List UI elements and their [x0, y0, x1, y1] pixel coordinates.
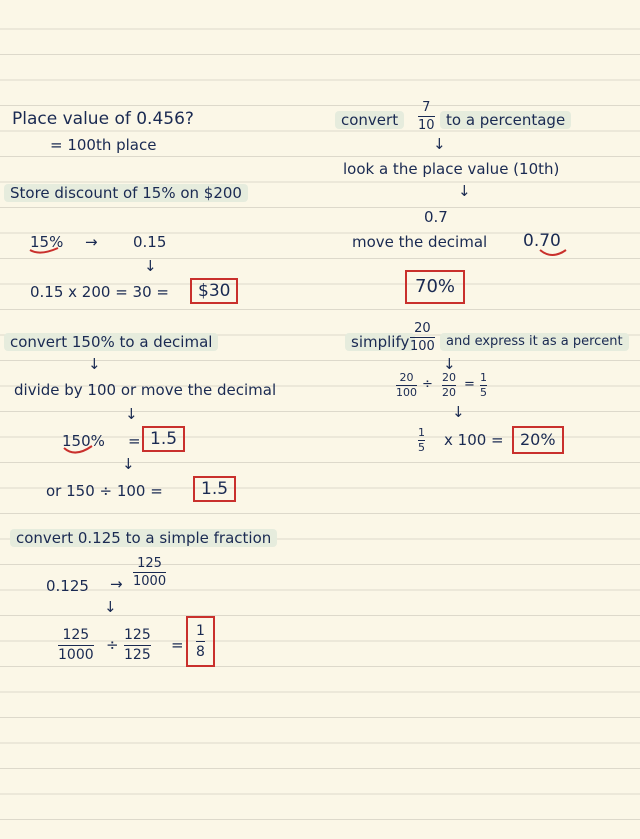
multiply-step: x 100 =	[444, 431, 504, 449]
simplify-title-end: and express it as a percent	[440, 333, 629, 351]
fraction-125-1000: 125 1000	[133, 556, 167, 589]
simplify-title-start: simplify	[345, 333, 415, 351]
down-arrow-icon: ↓	[88, 355, 101, 373]
moved-decimal-value: 0.70	[523, 231, 561, 251]
equals-sign: =	[464, 377, 475, 392]
discount-decimal: 0.15	[133, 233, 167, 251]
equals-sign: =	[128, 432, 141, 450]
right-arrow-icon: →	[110, 575, 123, 593]
place-value-step: look a the place value (10th)	[343, 160, 560, 178]
fraction-20-100: 20 100	[410, 321, 435, 354]
place-value-answer: = 100th place	[50, 136, 157, 154]
percent-result-70: 70%	[405, 270, 465, 304]
equals-sign: =	[171, 636, 184, 654]
decimal-to-fraction-title: convert 0.125 to a simple fraction	[10, 529, 277, 547]
percent-result-20: 20%	[512, 426, 564, 454]
down-arrow-icon: ↓	[443, 355, 456, 373]
percent-to-decimal-title: convert 150% to a decimal	[4, 333, 218, 351]
discount-calc: 0.15 x 200 = 30 =	[30, 283, 169, 301]
down-arrow-icon: ↓	[433, 135, 446, 153]
fraction-to-percent-title-start: convert	[335, 111, 404, 129]
decimal-value: 0.125	[46, 577, 89, 595]
place-value-question: Place value of 0.456?	[12, 109, 194, 129]
fraction-20-100-b: 20 100	[396, 371, 417, 399]
divide-sign: ÷	[422, 377, 433, 392]
down-arrow-icon: ↓	[125, 405, 138, 423]
fraction-125-125: 125 125	[124, 627, 151, 663]
divide-sign: ÷	[106, 636, 119, 654]
discount-percent: 15%	[30, 233, 64, 251]
fraction-7-10: 7 10	[418, 100, 435, 133]
right-arrow-icon: →	[85, 233, 98, 251]
down-arrow-icon: ↓	[144, 257, 157, 275]
down-arrow-icon: ↓	[458, 182, 471, 200]
discount-result: $30	[190, 278, 238, 304]
fraction-to-percent-title-end: to a percentage	[440, 111, 571, 129]
fraction-20-20: 20 20	[442, 371, 456, 399]
percent-value: 150%	[62, 432, 105, 450]
down-arrow-icon: ↓	[452, 403, 465, 421]
fraction-result: 1 8	[186, 616, 215, 667]
discount-title: Store discount of 15% on $200	[4, 184, 248, 202]
down-arrow-icon: ↓	[122, 455, 135, 473]
division-alternative: or 150 ÷ 100 =	[46, 482, 163, 500]
percent-to-decimal-instruction: divide by 100 or move the decimal	[14, 381, 277, 399]
tenth-value: 0.7	[424, 208, 448, 226]
decimal-result-1: 1.5	[142, 426, 185, 452]
fraction-1-5-b: 1 5	[418, 426, 425, 454]
down-arrow-icon: ↓	[104, 598, 117, 616]
move-decimal-step: move the decimal	[352, 233, 488, 251]
fraction-1-5: 1 5	[480, 371, 487, 399]
decimal-result-2: 1.5	[193, 476, 236, 502]
fraction-125-1000-b: 125 1000	[58, 627, 94, 663]
